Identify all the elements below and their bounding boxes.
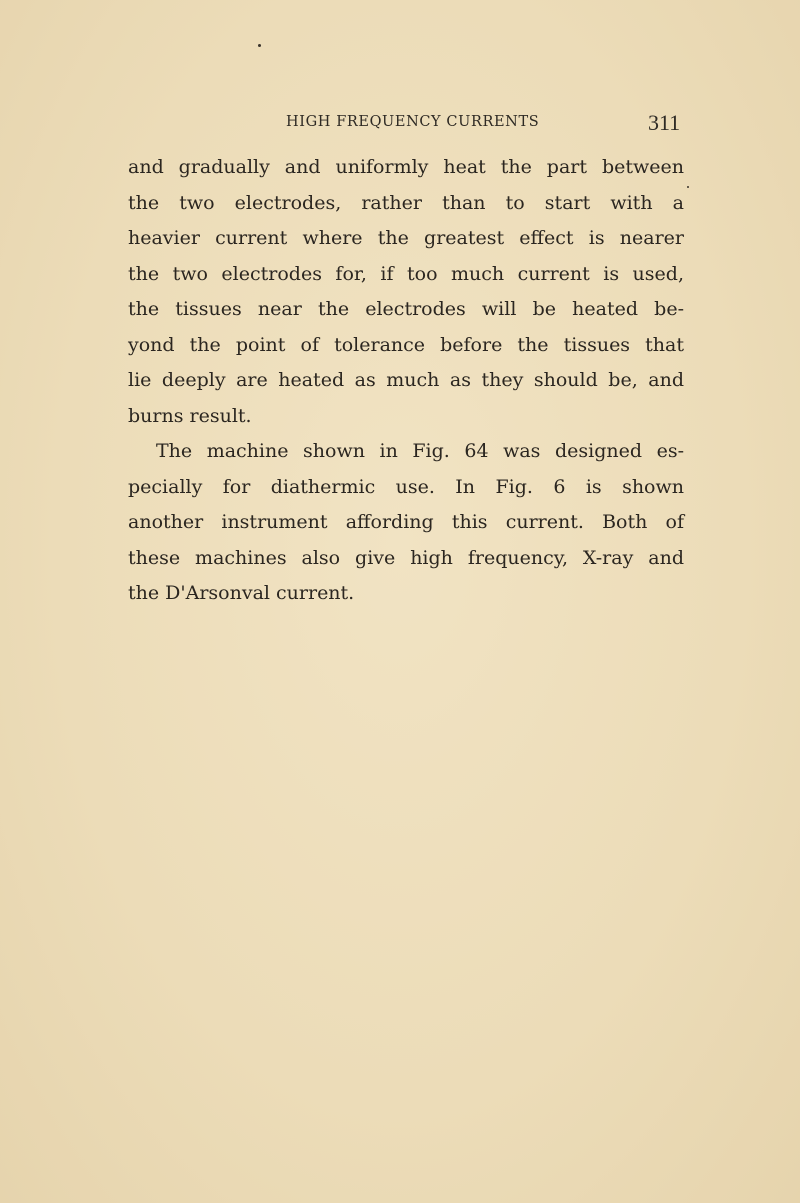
text-line: yond the point of tolerance before the tissues that (128, 333, 684, 356)
text-line: and gradually and uniformly heat the part between (128, 156, 684, 178)
text-line: heavier current where the greatest effect is nearer (128, 227, 684, 249)
text-line: The machine shown in Fig. 64 was designed es- (156, 440, 684, 462)
text-line: burns result. (128, 404, 252, 427)
running-head: HIGH FREQUENCY CURRENTS (286, 114, 540, 130)
text-line: the D'Arsonval current. (128, 582, 355, 604)
text-line: another instrument affording this current. Both of (128, 511, 684, 533)
body-text (128, 150, 684, 612)
text-line: lie deeply are heated as much as they should be, and (128, 369, 684, 391)
paper-speck (258, 44, 261, 47)
paper-speck (687, 186, 689, 188)
text-line: pecially for diathermic use. In Fig. 6 is shown (128, 475, 684, 498)
page-number: 311 (648, 110, 681, 135)
text-line: the two electrodes, rather than to start with a (128, 191, 684, 214)
text-line: the two electrodes for, if too much current is used, (128, 262, 684, 285)
text-line: these machines also give high frequency, X-ray and (128, 546, 684, 569)
text-line: the tissues near the electrodes will be heated be- (128, 298, 684, 320)
